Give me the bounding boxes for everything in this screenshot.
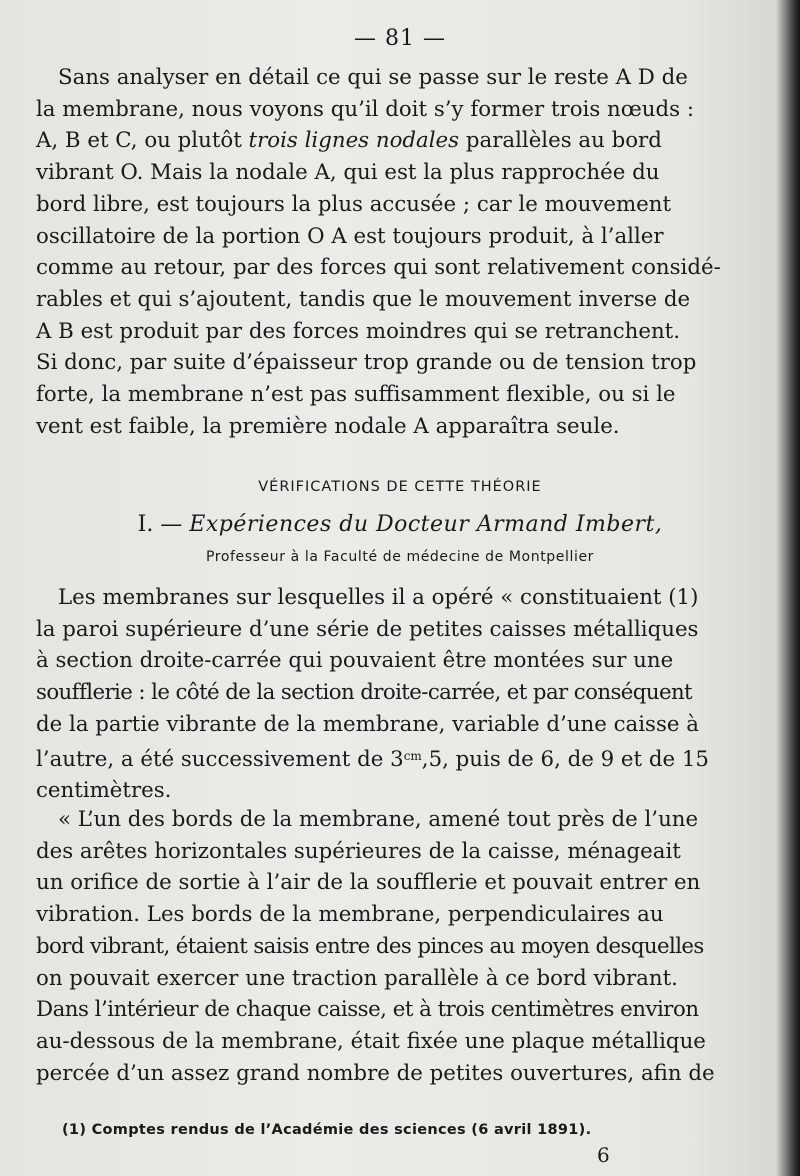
section-heading: VÉRIFICATIONS DE CETTE THÉORIE [258, 479, 542, 495]
text-line: bord libre, est toujours la plus accusée ; car le mouvement [36, 191, 672, 217]
signature-mark: 6 [597, 1143, 610, 1167]
text-line: des arêtes horizontales supérieures de la caisse, ménageait [36, 838, 681, 864]
text-line: on pouvait exercer une traction parallèle à ce bord vibrant. [36, 965, 678, 991]
text-line [36, 741, 709, 776]
text-line: comme au retour, par des forces qui sont relativement considé- [36, 255, 721, 281]
text-fragment: l’autre, a été successivement de 3 [36, 746, 404, 772]
text-line: au-dessous de la membrane, était fixée une plaque métallique [36, 1028, 706, 1054]
text-fragment: A, B et C, ou plutôt [36, 128, 249, 154]
experiment-name: Expériences du Docteur Armand Imbert, [189, 512, 663, 537]
paragraph-1 [36, 62, 721, 442]
paragraph-3 [36, 804, 715, 1089]
text-fragment: ,5, puis de 6, de 9 et de 15 [421, 746, 709, 772]
text-line: un orifice de sortie à l’air de la soufflerie et pouvait entrer en [36, 870, 701, 896]
text-line: percée d’un assez grand nombre de petites ouvertures, afin de [36, 1060, 715, 1086]
footnote: (1) Comptes rendus de l’Académie des sciences (6 avril 1891). [62, 1122, 592, 1138]
text-line: oscillatoire de la portion O A est toujours produit, à l’aller [36, 223, 664, 249]
text-line [36, 125, 662, 157]
unit-superscript: cm [403, 748, 422, 763]
experiment-subtitle: Professeur à la Faculté de médecine de Montpellier [205, 549, 595, 565]
text-line: Sans analyser en détail ce qui se passe sur le reste A D de [58, 65, 688, 90]
experiment-number: I. — [137, 512, 190, 537]
text-line: vibration. Les bords de la membrane, perpendiculaires au [36, 902, 664, 928]
text-line: bord vibrant, étaient saisis entre des pinces au moyen desquelles [36, 933, 704, 959]
text-line: Si donc, par suite d’épaisseur trop grande ou de tension trop [36, 350, 697, 376]
text-line: de la partie vibrante de la membrane, variable d’une caisse à [36, 711, 699, 737]
text-line: vibrant O. Mais la nodale A, qui est la plus rapprochée du [36, 160, 660, 186]
text-line: rables et qui s’ajoutent, tandis que le mouvement inverse de [36, 286, 691, 312]
text-line: centimètres. [36, 778, 172, 804]
page-number: — 81 — [354, 26, 446, 51]
text-line: Dans l’intérieur de chaque caisse, et à trois centimètres environ [36, 997, 699, 1023]
text-line: la membrane, nous voyons qu’il doit s’y former trois nœuds : [36, 96, 695, 122]
paragraph-2 [36, 582, 709, 807]
text-line: la paroi supérieure d’une série de petites caisses métalliques [36, 616, 699, 642]
experiment-title [0, 512, 800, 537]
text-line: soufflerie : le côté de la section droite-carrée, et par conséquent [36, 680, 693, 706]
text-line: A B est produit par des forces moindres qui se retranchent. [36, 318, 681, 344]
text-line: forte, la membrane n’est pas suffisamment flexible, ou si le [36, 382, 676, 408]
text-line: « L’un des bords de la membrane, amené tout près de l’une [58, 807, 699, 832]
text-line: vent est faible, la première nodale A apparaîtra seule. [36, 413, 620, 439]
text-fragment: parallèles au bord [459, 128, 662, 154]
text-line: à section droite-carrée qui pouvaient être montées sur une [36, 648, 674, 674]
italic-phrase: trois lignes nodales [248, 128, 460, 154]
text-line: Les membranes sur lesquelles il a opéré « constituaient (1) [58, 585, 699, 610]
